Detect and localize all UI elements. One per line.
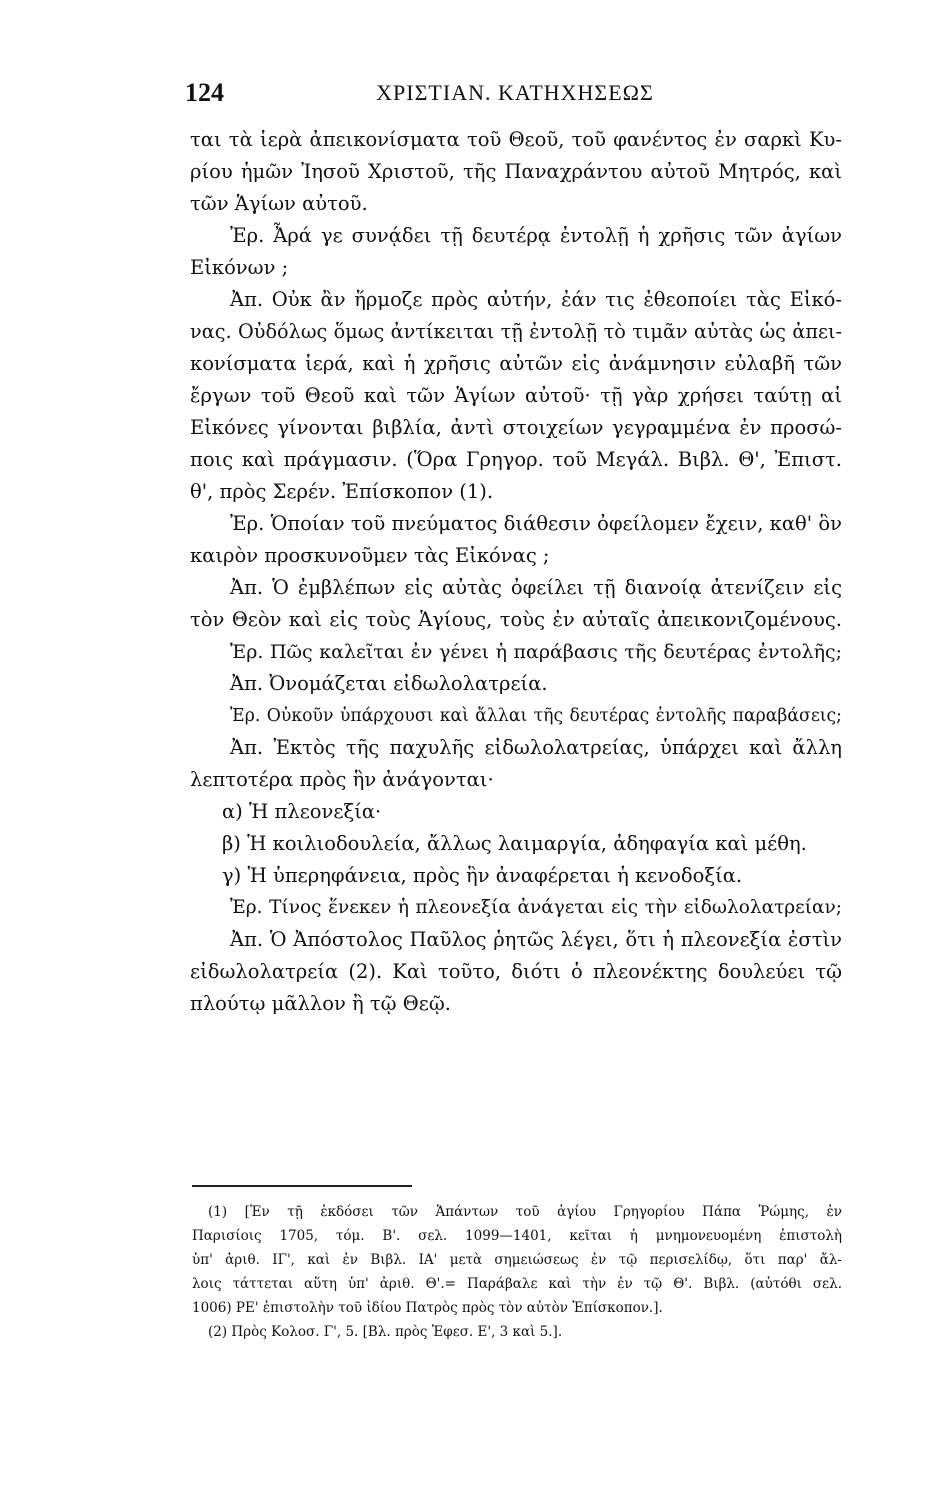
text-line: πλούτῳ μᾶλλον ἢ τῷ Θεῷ.	[190, 992, 451, 1015]
footnote-line: (1) [Ἐν τῇ ἐκδόσει τῶν Ἁπάντων τοῦ ἁγίου Γρηγορίου Πάπα Ῥώμης, ἐν	[208, 1204, 842, 1220]
text-line: νας. Οὐδόλως ὅμως ἀντίκειται τῇ ἐντολῇ τὸ τιμᾶν αὐτὰς ὡς ἀπει-	[190, 320, 842, 343]
text-line: ποις καὶ πράγμασιν. (Ὅρα Γρηγορ. τοῦ Μεγάλ. Βιβλ. Θ', Ἐπιστ.	[190, 448, 842, 471]
text-line: Ἀπ. Ὀνομάζεται εἰδωλολατρεία.	[230, 672, 548, 695]
text-line: τῶν Ἁγίων αὐτοῦ.	[190, 192, 368, 215]
footnote-line: λοις τάττεται αὕτη ὑπ' ἀριθ. Θ'.= Παράβαλε καὶ τὴν ἐν τῷ Θ'. Βιβλ. (αὐτόθι σελ.	[192, 1276, 842, 1292]
page-number: 124	[185, 78, 224, 107]
footnote-line: ὑπ' ἀριθ. ΙΓ', καὶ ἐν Βιβλ. ΙΑ' μετὰ σημειώσεως ἐν τῷ περισελίδῳ, ὅτι παρ' ἄλ-	[192, 1252, 842, 1268]
text-line: ἔργων τοῦ Θεοῦ καὶ τῶν Ἁγίων αὐτοῦ· τῇ γὰρ χρήσει ταύτῃ αἱ	[190, 384, 842, 407]
text-line: Ἐρ. Ἆρά γε συνᾴδει τῇ δευτέρᾳ ἐντολῇ ἡ χρῆσις τῶν ἁγίων	[230, 224, 842, 247]
text-line: Ἀπ. Ὁ ἐμβλέπων εἰς αὐτὰς ὀφείλει τῇ διανοίᾳ ἀτενίζειν εἰς	[230, 576, 842, 599]
text-line: Ἐρ. Οὐκοῦν ὑπάρχουσι καὶ ἄλλαι τῆς δευτέρας ἐντολῆς παραβάσεις;	[230, 706, 842, 726]
text-line: λεπτοτέρα πρὸς ἣν ἀνάγονται·	[190, 768, 494, 791]
list-item: α) Ἡ πλεονεξία·	[222, 800, 382, 823]
text-line: Ἐρ. Ὁποίαν τοῦ πνεύματος διάθεσιν ὀφείλομεν ἔχειν, καθ' ὃν	[230, 512, 842, 535]
text-line: Ἐρ. Πῶς καλεῖται ἐν γένει ἡ παράβασις τῆς δευτέρας ἐντολῆς;	[230, 641, 842, 663]
main-text	[190, 124, 842, 1020]
running-title: ΧΡΙΣΤΙΑΝ. ΚΑΤΗΧΗΣΕΩΣ	[376, 80, 654, 105]
list-item: β) Ἡ κοιλιοδουλεία, ἄλλως λαιμαργία, ἀδηφαγία καὶ μέθη.	[222, 832, 807, 855]
footnote-line: Παρισίοις 1705, τόμ. Β'. σελ. 1099—1401, κεῖται ἡ μνημονευομένη ἐπιστολὴ	[192, 1228, 842, 1244]
text-line: θ', πρὸς Σερέν. Ἐπίσκοπον (1).	[190, 480, 494, 503]
footnote-line: (2) Πρὸς Κολοσ. Γ', 5. [Βλ. πρὸς Ἐφεσ. Ε', 3 καὶ 5.].	[208, 1324, 563, 1340]
text-line: Ἀπ. Οὐκ ἂν ἥρμοζε πρὸς αὐτήν, ἐάν τις ἐθεοποίει τὰς Εἰκό-	[230, 288, 842, 311]
page-header	[185, 78, 845, 118]
footnote-divider	[192, 1185, 412, 1187]
text-line: κονίσματα ἱερά, καὶ ἡ χρῆσις αὐτῶν εἰς ἀνάμνησιν εὐλαβῆ τῶν	[190, 352, 842, 375]
text-line: Εἰκόνων ;	[190, 256, 289, 279]
text-line: Ἐρ. Τίνος ἕνεκεν ἡ πλεονεξία ἀνάγεται εἰς τὴν εἰδωλολατρείαν;	[230, 897, 842, 918]
footnotes	[192, 1200, 842, 1344]
footnote-line: 1006) ΡΕ' ἐπιστολὴν τοῦ ἰδίου Πατρὸς πρὸς τὸν αὐτὸν Ἐπίσκοπον.].	[192, 1300, 663, 1316]
text-line: Ἀπ. Ὁ Ἀπόστολος Παῦλος ῥητῶς λέγει, ὅτι ἡ πλεονεξία ἐστὶν	[230, 928, 842, 951]
text-line: ται τὰ ἱερὰ ἀπεικονίσματα τοῦ Θεοῦ, τοῦ φανέντος ἐν σαρκὶ Κυ-	[190, 128, 842, 151]
text-line: καιρὸν προσκυνοῦμεν τὰς Εἰκόνας ;	[190, 544, 550, 567]
text-line: εἰδωλολατρεία (2). Καὶ τοῦτο, διότι ὁ πλεονέκτης δουλεύει τῷ	[190, 960, 842, 983]
text-line: τὸν Θεὸν καὶ εἰς τοὺς Ἁγίους, τοὺς ἐν αὐταῖς ἀπεικονιζομένους.	[190, 608, 842, 631]
text-line: Ἀπ. Ἐκτὸς τῆς παχυλῆς εἰδωλολατρείας, ὑπάρχει καὶ ἄλλη	[230, 736, 842, 759]
text-line: Εἰκόνες γίνονται βιβλία, ἀντὶ στοιχείων γεγραμμένα ἐν προσώ-	[190, 416, 842, 439]
text-line: ρίου ἡμῶν Ἰησοῦ Χριστοῦ, τῆς Παναχράντου αὐτοῦ Μητρός, καὶ	[190, 160, 842, 183]
list-item: γ) Ἡ ὑπερηφάνεια, πρὸς ἣν ἀναφέρεται ἡ κενοδοξία.	[222, 864, 743, 887]
